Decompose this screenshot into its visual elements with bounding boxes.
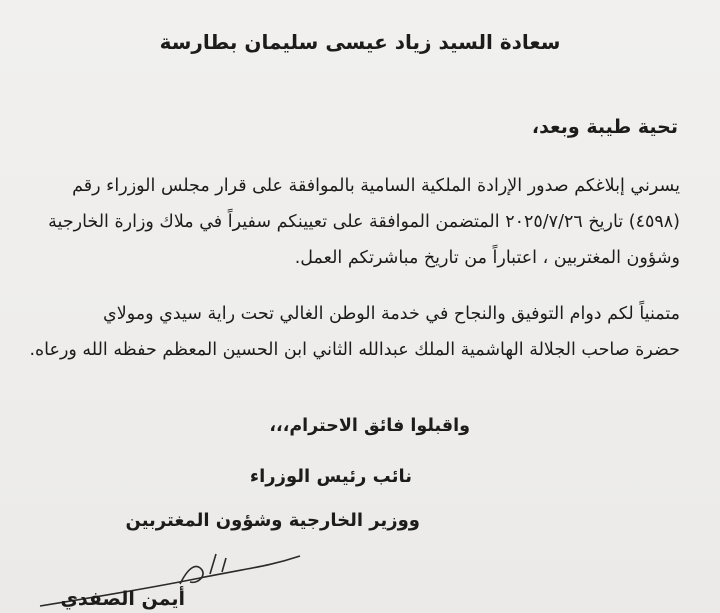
signatory-title-1: نائب رئيس الوزراء	[249, 466, 412, 487]
paragraph-2-line-1: متمنياً لكم دوام التوفيق والنجاح في خدمة الوطن الغالي تحت راية سيدي ومولاي	[103, 304, 680, 324]
paragraph-2-line-2: حضرة صاحب الجلالة الهاشمية الملك عبدالله الثاني ابن الحسين المعظم حفظه الله ورعاه.	[29, 340, 680, 360]
closing-line: واقبلوا فائق الاحترام،،،	[269, 416, 470, 436]
paragraph-1	[48, 168, 680, 276]
paragraph-1-line-3: وشؤون المغتربين ، اعتباراً من تاريخ مباشرتكم العمل.	[294, 248, 680, 268]
paragraph-1-line-2: (٤٥٩٨) تاريخ ٢٠٢٥/٧/٢٦ المتضمن الموافقة على تعيينكم سفيراً في ملاك وزارة الخارجية	[48, 212, 680, 232]
signatory-title-2: ووزير الخارجية وشؤون المغتربين	[125, 510, 420, 531]
paragraph-1-line-1: يسرني إبلاغكم صدور الإرادة الملكية السامية بالموافقة على قرار مجلس الوزراء رقم	[72, 176, 680, 196]
addressee-line: سعادة السيد زياد عيسى سليمان بطارسة	[159, 30, 561, 54]
paragraph-2	[29, 296, 680, 368]
greeting-line: تحية طيبة وبعد،	[531, 116, 678, 138]
signatory-name: أيمن الصفدي	[60, 588, 185, 610]
